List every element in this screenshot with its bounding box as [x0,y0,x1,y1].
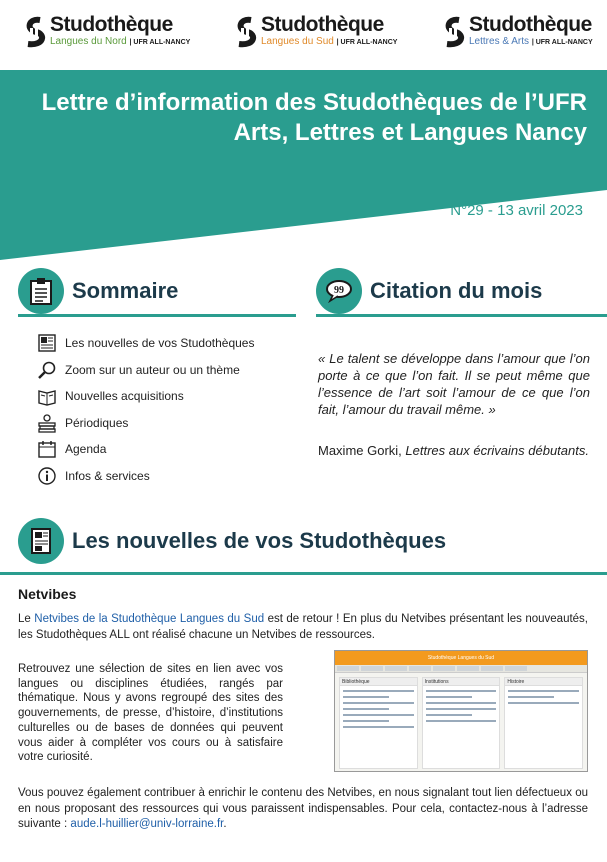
info-icon [36,465,58,487]
studotheque-logo-icon [22,14,48,50]
intro-text: est de retour ! En plus du Netvibes présentant les nouveautés, les Studothèques ALL ont réalisé chacune un Netvibes de ressources. [18,613,588,641]
clipboard-icon [18,268,64,314]
svg-text:99: 99 [334,285,344,296]
netvibes-contribute [18,786,588,833]
screenshot-column [422,677,501,769]
newspaper-icon [36,332,58,354]
sommaire-item-label: Périodiques [65,415,129,430]
sommaire-item-agenda[interactable] [36,436,296,463]
citation-author: Maxime Gorki, [318,443,402,458]
logo-subtitle: Langues du Nord [50,36,127,47]
logo-subtitle: Langues du Sud [261,36,334,47]
newsletter-title: Lettre d’information des Studothèques de l’UFR Arts, Lettres et Langues Nancy [41,89,587,146]
screenshot-tabs [335,665,587,673]
sommaire-item-acquisitions[interactable] [36,383,296,410]
logo-subtitle: Lettres & Arts [469,36,530,47]
header-logos [0,0,607,70]
screenshot-header: Studothèque Langues du Sud [335,651,587,665]
sommaire-item-zoom[interactable] [36,357,296,384]
citation-title: Citation du mois [370,278,543,303]
column-header: Bibliothèque [340,678,417,686]
magnifier-icon [36,359,58,381]
sommaire-item-label: Infos & services [65,468,150,483]
nouvelles-title: Les nouvelles de vos Studothèques [72,528,447,553]
column-header: Histoire [505,678,582,686]
sommaire-title: Sommaire [72,278,179,303]
logo-name: Studothèque [50,13,173,36]
logo-tag: UFR ALL-NANCY [133,39,191,46]
netvibes-description: Retrouvez une sélection de sites en lien avec vos langues ou disciplines étudiées, rangés par thématique. Nous y avons regroupé des sites des gouvernements, de presse, d’histoire, d’institutions culturelles ou de bases de données qui peuvent vous aider à compléter vos cours ou à satisfaire votre curiosité. [18,663,283,764]
nouvelles-header [18,518,446,564]
sommaire-item-periodiques[interactable] [36,410,296,437]
book-icon [36,385,58,407]
intro-text: Le [18,613,35,625]
citation-divider [316,314,607,317]
sommaire-item-label: Agenda [65,442,107,457]
contact-email-link[interactable]: aude.l-huillier@univ-lorraine.fr [70,818,224,830]
column-header: Institutions [423,678,500,686]
logo-langues-du-nord: Studothèque Langues du Nord | UFR ALL-NANCY [22,14,190,50]
sommaire-header [18,268,178,314]
citation-author-line [318,442,590,459]
netvibes-intro [18,612,588,643]
netvibes-subtitle: Netvibes [18,586,77,602]
logo-lettres-et-arts: Studothèque Lettres & Arts | UFR ALL-NANCY [441,14,593,50]
sommaire-item-label: Zoom sur un auteur ou un thème [65,362,240,377]
contribute-text: Vous pouvez également contribuer à enrichir le contenu des Netvibes, en nous signalant tout lien défectueux ou en nous proposant des ressources qui vous paraissent indispensables. Pour cela, contactez-nous à l’adresse suivante : [18,787,588,830]
logo-tag: UFR ALL-NANCY [535,39,593,46]
netvibes-link[interactable]: Netvibes de la Studothèque Langues du Sud [34,613,265,625]
issue-date: N°29 - 13 avril 2023 [450,202,583,219]
contribute-text: . [223,818,227,830]
logo-langues-du-sud: Studothèque Langues du Sud | UFR ALL-NANCY [233,14,397,50]
citation-header [316,268,542,314]
sommaire-item-nouvelles[interactable] [36,330,296,357]
speech-bubble-icon [316,268,362,314]
citation-work: Lettres aux écrivains débutants. [405,443,589,458]
logo-tag: UFR ALL-NANCY [340,39,398,46]
sommaire-item-label: Nouvelles acquisitions [65,389,184,404]
calendar-icon [36,438,58,460]
newspaper-icon [18,518,64,564]
magazines-icon [36,412,58,434]
screenshot-column [504,677,583,769]
sommaire-list [36,330,296,489]
studotheque-logo-icon [441,14,467,50]
citation-quote: « Le talent se développe dans l’amour que l’on porte à ce que l’on fait. Il se peut même que l’essence de l’art soit l’amour de ce que l’on fait, l’amour du travail même. » [318,351,590,417]
title-banner [0,70,607,260]
sommaire-item-label: Les nouvelles de vos Studothèques [65,336,255,351]
logo-name: Studothèque [469,13,592,36]
sommaire-item-infos[interactable] [36,463,296,490]
netvibes-screenshot [334,650,588,772]
screenshot-column [339,677,418,769]
logo-name: Studothèque [261,13,384,36]
studotheque-logo-icon [233,14,259,50]
sommaire-divider [18,314,296,317]
